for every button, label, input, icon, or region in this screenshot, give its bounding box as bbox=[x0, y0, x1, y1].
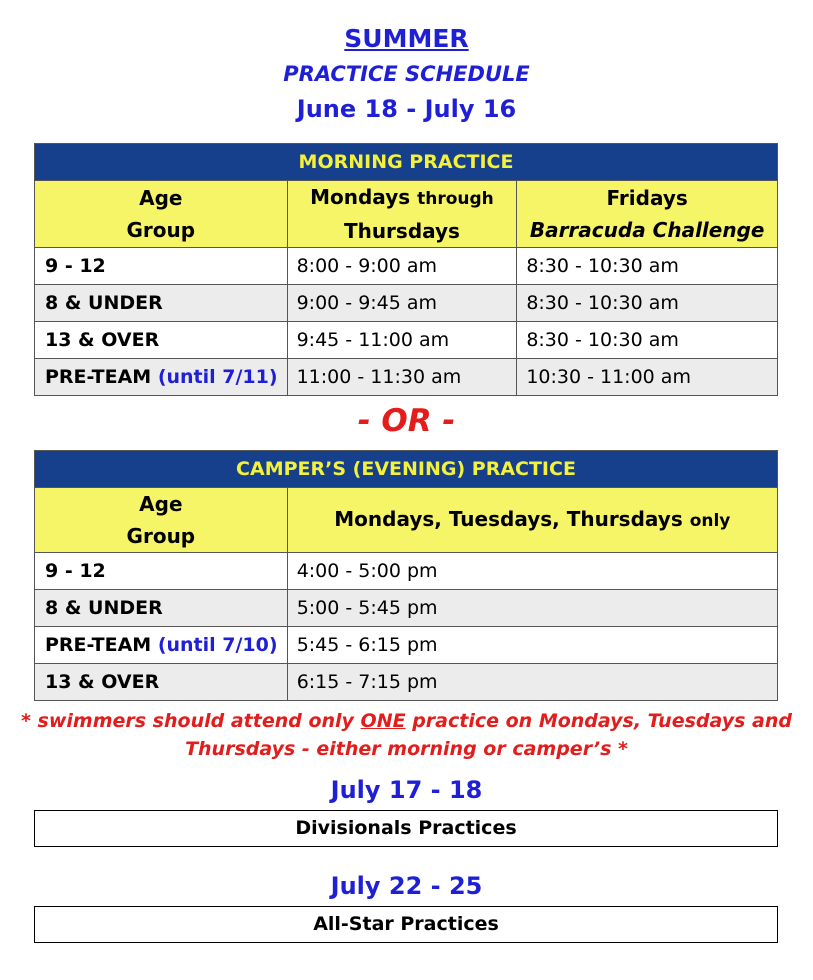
time-cell: 6:15 - 7:15 pm bbox=[287, 664, 777, 701]
age-label: PRE-TEAM bbox=[45, 366, 152, 388]
evening-table-title: CAMPER’S (EVENING) PRACTICE bbox=[35, 451, 778, 488]
page-subtitle: PRACTICE SCHEDULE bbox=[283, 62, 530, 86]
evening-practice-table bbox=[34, 450, 778, 701]
col-mt-line2: Thursdays bbox=[343, 219, 460, 243]
mon-thu-cell: 9:45 - 11:00 am bbox=[287, 322, 517, 359]
mon-thu-cell: 11:00 - 11:30 am bbox=[287, 359, 517, 396]
morning-practice-table bbox=[34, 143, 778, 396]
age-note: (until 7/10) bbox=[157, 634, 278, 656]
col-age-line1: Age bbox=[139, 492, 183, 516]
age-label: PRE-TEAM bbox=[45, 634, 152, 656]
friday-cell: 10:30 - 11:00 am bbox=[517, 359, 778, 396]
note-part1: * swimmers should attend only bbox=[20, 710, 361, 732]
time-cell: 5:45 - 6:15 pm bbox=[287, 627, 777, 664]
table-row bbox=[35, 627, 778, 664]
allstar-box: All-Star Practices bbox=[34, 906, 778, 943]
page-title: SUMMER bbox=[344, 24, 469, 53]
col-mt-word: Mondays bbox=[310, 185, 411, 209]
table-row bbox=[35, 553, 778, 590]
col-header-age-group bbox=[35, 181, 288, 248]
note-part2: practice on Mondays, Tuesdays and bbox=[405, 710, 792, 732]
friday-cell: 8:30 - 10:30 am bbox=[517, 322, 778, 359]
divisionals-box: Divisionals Practices bbox=[34, 810, 778, 847]
col-age-line2: Group bbox=[126, 218, 196, 242]
allstar-date-range: July 22 - 25 bbox=[330, 872, 483, 900]
col-age-line1: Age bbox=[139, 186, 183, 210]
col-age-line2: Group bbox=[126, 524, 196, 548]
col-header-age-group bbox=[35, 488, 288, 553]
age-note: (until 7/11) bbox=[157, 366, 278, 388]
or-divider: - OR - bbox=[357, 403, 456, 439]
age-cell bbox=[35, 248, 288, 285]
age-cell bbox=[35, 664, 288, 701]
col-header-days bbox=[287, 488, 777, 553]
age-cell bbox=[35, 553, 288, 590]
age-cell bbox=[35, 627, 288, 664]
friday-cell: 8:30 - 10:30 am bbox=[517, 285, 778, 322]
mon-thu-cell: 9:00 - 9:45 am bbox=[287, 285, 517, 322]
col-header-mon-thu bbox=[287, 181, 517, 248]
table-row bbox=[35, 664, 778, 701]
note-line2: Thursdays - either morning or camper’s * bbox=[185, 738, 628, 760]
age-cell bbox=[35, 590, 288, 627]
col-days-label: Mondays, Tuesdays, Thursdays bbox=[334, 507, 683, 531]
age-label: 13 & OVER bbox=[45, 329, 160, 351]
age-cell bbox=[35, 285, 288, 322]
col-days-small: only bbox=[689, 511, 731, 531]
age-cell bbox=[35, 322, 288, 359]
age-label: 8 & UNDER bbox=[45, 597, 163, 619]
divisionals-date-range: July 17 - 18 bbox=[330, 776, 483, 804]
table-row bbox=[35, 590, 778, 627]
note-emphasis: ONE bbox=[360, 710, 406, 732]
age-label: 13 & OVER bbox=[45, 671, 160, 693]
age-label: 9 - 12 bbox=[45, 255, 106, 277]
mon-thu-cell: 8:00 - 9:00 am bbox=[287, 248, 517, 285]
col-mt-small: through bbox=[417, 189, 494, 209]
table-row bbox=[35, 285, 778, 322]
table-row bbox=[35, 359, 778, 396]
age-cell bbox=[35, 359, 288, 396]
table-row bbox=[35, 248, 778, 285]
col-header-fridays bbox=[517, 181, 778, 248]
col-fri-line2: Barracuda Challenge bbox=[529, 218, 765, 242]
friday-cell: 8:30 - 10:30 am bbox=[517, 248, 778, 285]
attendance-note bbox=[0, 707, 813, 763]
col-fri-line1: Fridays bbox=[606, 186, 688, 210]
table-row bbox=[35, 322, 778, 359]
morning-table-title: MORNING PRACTICE bbox=[35, 144, 778, 181]
time-cell: 5:00 - 5:45 pm bbox=[287, 590, 777, 627]
time-cell: 4:00 - 5:00 pm bbox=[287, 553, 777, 590]
date-range-main: June 18 - July 16 bbox=[296, 95, 517, 123]
age-label: 8 & UNDER bbox=[45, 292, 163, 314]
age-label: 9 - 12 bbox=[45, 560, 106, 582]
